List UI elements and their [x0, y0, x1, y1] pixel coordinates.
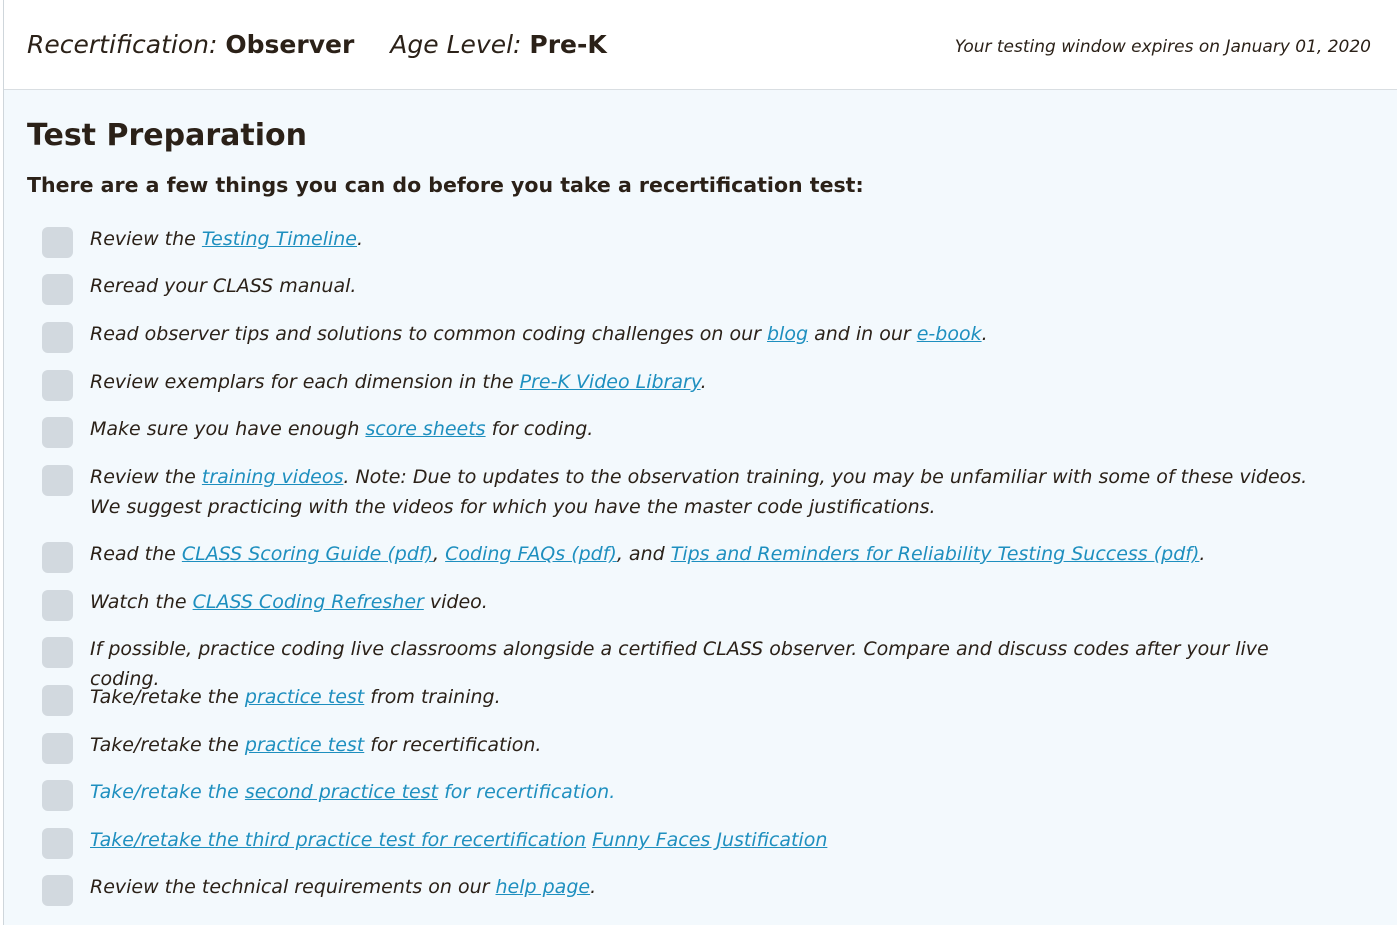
checklist-checkbox[interactable] [42, 322, 73, 353]
checklist-checkbox[interactable] [42, 227, 73, 258]
text-segment: video. [423, 591, 488, 613]
blog-link[interactable]: blog [767, 323, 809, 345]
recert-practice-test-link[interactable]: practice test [244, 734, 365, 756]
checklist-item-text: If possible, practice coding live classrooms alongside a certified CLASS observer. Compare and discuss codes after your live coding. [90, 638, 1269, 690]
checklist-item-text [90, 682, 1330, 712]
help-page-link[interactable]: help page [495, 876, 591, 898]
testing-timeline-link[interactable]: Testing Timeline [201, 228, 357, 250]
score-sheets-link[interactable]: score sheets [365, 418, 486, 440]
text-segment: . [1199, 543, 1206, 565]
text-segment: and in our [808, 323, 917, 345]
text-segment: Take/retake the [90, 686, 245, 708]
age-level-label: Age Level: [390, 30, 522, 59]
checklist-checkbox[interactable] [42, 780, 73, 811]
checklist-checkbox[interactable] [42, 685, 73, 716]
text-segment: , [433, 543, 446, 565]
text-segment: . [700, 371, 707, 393]
page-frame [3, 0, 1397, 925]
checklist-checkbox[interactable] [42, 733, 73, 764]
checklist-item-text: Reread your CLASS manual. [90, 275, 357, 297]
text-segment: Read observer tips and solutions to common coding challenges on our [90, 323, 767, 345]
text-segment: , and [616, 543, 671, 565]
third-practice-test-link[interactable]: Take/retake the third practice test for recertification [90, 829, 587, 851]
scoring-guide-link[interactable]: CLASS Scoring Guide (pdf) [181, 543, 434, 565]
checklist-item-text [90, 872, 1330, 902]
coding-refresher-link[interactable]: CLASS Coding Refresher [192, 591, 424, 613]
checklist-item-text [90, 414, 1330, 444]
second-practice-test-link[interactable]: second practice test [244, 781, 439, 803]
checklist-item-text [90, 825, 1330, 855]
text-segment: . [357, 228, 364, 250]
checklist-checkbox[interactable] [42, 828, 73, 859]
recertification-value: Observer [225, 30, 355, 59]
text-segment: . [590, 876, 597, 898]
checklist-checkbox[interactable] [42, 465, 73, 496]
testing-window-notice: Your testing window expires on January 01, 2020 [954, 37, 1371, 57]
text-segment: Review exemplars for each dimension in the [90, 371, 520, 393]
text-segment: from training. [364, 686, 501, 708]
text-segment: for recertification. [438, 781, 616, 803]
checklist-item-text [90, 319, 1330, 349]
checklist-checkbox[interactable] [42, 370, 73, 401]
text-segment: for coding. [485, 418, 594, 440]
checklist-checkbox[interactable] [42, 417, 73, 448]
checklist-checkbox[interactable] [42, 875, 73, 906]
checklist-item-text [90, 539, 1330, 569]
text-segment: Watch the [90, 591, 193, 613]
training-videos-link[interactable]: training videos [201, 466, 344, 488]
checklist-item-text [90, 730, 1330, 760]
text-segment: Take/retake the [90, 781, 245, 803]
page-header [4, 0, 1397, 90]
text-segment: Take/retake the [90, 734, 245, 756]
text-segment: Review the [90, 466, 202, 488]
test-info [27, 30, 607, 59]
text-segment: . Note: Due to updates to the observation training, you may be unfamiliar with some of these videos. We suggest practicing with the videos for which you have the master code justifications. [90, 466, 1308, 518]
checklist-item-text [90, 462, 1330, 522]
checklist-checkbox[interactable] [42, 590, 73, 621]
checklist-checkbox[interactable] [42, 274, 73, 305]
tips-reminders-link[interactable]: Tips and Reminders for Reliability Testing Success (pdf) [670, 543, 1200, 565]
checklist-item-text [90, 367, 1330, 397]
page-subtitle: There are a few things you can do before you take a recertification test: [27, 173, 864, 197]
checklist-item-text [90, 587, 1330, 617]
recertification-label: Recertification: [27, 30, 218, 59]
age-level-info [390, 30, 606, 59]
text-segment: for recertification. [364, 734, 542, 756]
funny-faces-justification-link[interactable]: Funny Faces Justification [592, 829, 828, 851]
text-segment: Review the technical requirements on our [90, 876, 496, 898]
training-practice-test-link[interactable]: practice test [244, 686, 365, 708]
coding-faqs-link[interactable]: Coding FAQs (pdf) [445, 543, 617, 565]
checklist-item-text [90, 224, 1330, 254]
text-segment: . [981, 323, 988, 345]
text-segment: Review the [90, 228, 202, 250]
checklist-item-text [90, 777, 1330, 807]
checklist-checkbox[interactable] [42, 542, 73, 573]
recertification-info [27, 30, 354, 59]
video-library-link[interactable]: Pre-K Video Library [519, 371, 701, 393]
page-title: Test Preparation [27, 118, 307, 153]
checklist-checkbox[interactable] [42, 637, 73, 668]
text-segment: Read the [90, 543, 182, 565]
age-level-value: Pre-K [529, 30, 607, 59]
e-book-link[interactable]: e-book [916, 323, 982, 345]
text-segment: Make sure you have enough [90, 418, 366, 440]
